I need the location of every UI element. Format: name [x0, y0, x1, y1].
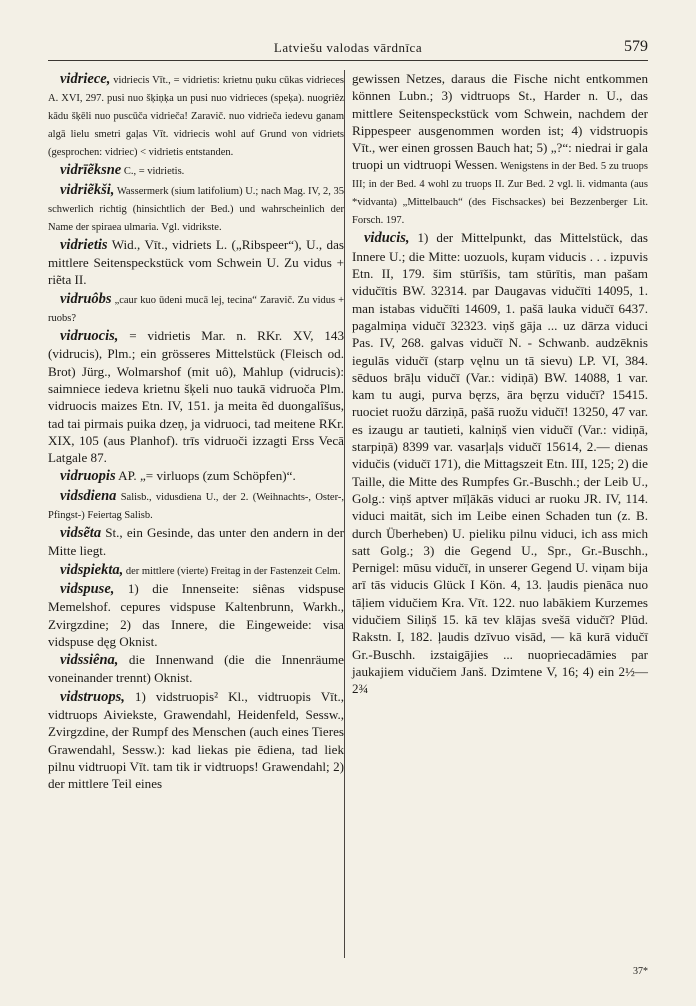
entry-definition: die Innenwand (die die Innenräume voneinander trennt) Oknist. [48, 652, 344, 686]
page-header [48, 38, 648, 61]
right-column [352, 70, 648, 699]
dictionary-entry [48, 561, 344, 579]
entry-definition: St., ein Gesinde, das unter den andern in der Mitte liegt. [48, 525, 344, 559]
entry-headword: vidruôbs [60, 290, 112, 307]
page-number: 579 [624, 38, 648, 55]
dictionary-entry [48, 580, 344, 650]
entry-continuation: gewissen Netzes, daraus die Fische nicht entkommen können Lubn.; 3) vidtruops St., Harder n. U., das mittlere Seitenspeckstück vom Schwein, nachdem der Rippespeer ausgenommen worden ist; 4) vidstruopis Vīt., wer einen grossen Bauch hat; 5) „?“: niedrai ir gala truopi un vidtruopi Wessen. [352, 71, 648, 173]
entry-note: Wenigstens in der Bed. 5 zu truops III; in der Bed. 4 wohl zu truops II. Zur Bed. 2 vgl. li. vidmanta (aus *vidvanta) „Mittelbauch“ (des Fischsackes) bei Bezzenberger Lit. Forsch. 197. [352, 161, 648, 227]
entry-note: Salisb., vidusdiena U., der 2. (Weihnachts-, Oster-, Pfingst-) Feiertag Salisb. [48, 491, 344, 522]
entry-headword: vidruocis, [60, 328, 119, 345]
dictionary-entry [48, 688, 344, 793]
dictionary-entry [48, 290, 344, 326]
dictionary-entry [48, 327, 344, 466]
entry-headword: vidsdiena [60, 487, 117, 504]
dictionary-entry [48, 70, 344, 160]
dictionary-entry [48, 181, 344, 235]
entry-headword: vidspiekta, [60, 561, 124, 578]
entry-note: vidriecis Vīt., = vidrietis: krietnu ņuku cūkas vidrieces A. XVI, 297. pusi nuo šķiņķa un pusi nuo vidrieces (speķa). nuogriêz kādu šķēli nuo puscūča vidrieča! Zaravič. nuo vidrieča iedevu ganam algā lielu smetri gaļas Vīt. vidriecis wohl auf Grund von vidriets (gesprochen: vidriec) < vidrietis entstanden. [48, 75, 344, 159]
entry-definition: Wid., Vīt., vidriets L. („Ribspeer“), U., das mittlere Seitenspeckstück vom Schwein U. Zu vidus + riẽta II. [48, 236, 344, 288]
entry-definition: 1) die Innenseite: siênas vidspuse Memelshof. cepures vidspuse Kaltenbrunn, Warkh., Zvirgzdine; 2) das Innere, die Eingeweide: visa vidspuse dęg Oknist. [48, 580, 344, 649]
entry-definition: 1) der Mittelpunkt, das Mittelstück, das Innere U.; die Mitte: uozuols, kuŗam viducis . . . izpuvis Etn. II, 179. šim stūrīšis, tam stūrītis, man pašam vidučītis BW. 32314. par Daugavas vidučīti 14095, 1. man istabas vidučīti 14609, 1. pašā lauka vidučī 6437. pagalmiņa vidučī 32323. viņš gāja ... uz dārza viduci Pas. IV, 268. galvas vidučī N. - Schwanb. audzēknis iegulās vidučī (starp vęlnu un tā sievu) LP. VI, 384. sēduos brāļu vidučī (Var.: vidiņā) BW. 14088, 1 var. kam tu augi, purva bęrzs, āra bęrzu vidučī? 15415. ruociet ruožu dārziņā, pašā ruožu vidučī! 13250, 47 var. es izaugu ar tautieti, kalniņš vien vidučī (Var.: vidiņā, starpiņā) 8399 var. vasarļaļs vidučī 15614, 2.— dienas vidučis (vidučī 171), die Mittagszeit Etn. III, 125; 2) die Taille, die Mitte des Rumpfes Gr.-Buschh.; der Leib U., Golg.: viņš aptver mīļākās viduci ar ruoku JR. IV, 114. viduci maitāt, sich im Leibe einen Schaden tun (z. B. durch Überheben) U. pieliku pilnu viduci, ich ass mich satt Golg.; 3) die Gegend U., Spr., Gr.-Buschh., Pernigel: mūsu vidučī, in unserer Gegend U. viņam bija arī tās viducis Glück I Kön. 4, 13. ļaudis pienāca nuo tāļiem vidučiem Kra. Vīt. 122. nuo labākiem Kurzemes vidučiem Siliņš 15. kā tev klājas svešā vidučī? Plūd. Rakstn. I, 182. ļaudis dzīvuo visād, — kā kurā vidučī Gr.-Buschh. izstaigājies ... nuopriecadāmies par jaukajiem vidučiem Janš. Dzimtene V, 16; 4) ein 2½—2¾ [352, 230, 648, 697]
entry-note: C., = vidrietis. [121, 166, 185, 178]
dictionary-entry [48, 524, 344, 560]
entry-headword: vidsẽta [60, 525, 102, 542]
entry-headword: viducis, [364, 230, 410, 247]
dictionary-entry [352, 229, 648, 697]
entry-note: „caur kuo ūdeni mucā lej, tecina“ Zaravič. Zu vidus + ruobs? [48, 294, 344, 325]
dictionary-entry [352, 70, 648, 228]
dictionary-entry [48, 487, 344, 523]
entry-headword: vidriẽkši, [60, 181, 115, 198]
entry-headword: vidrīẽksne [60, 162, 122, 179]
entry-definition: AP. „= virluops (zum Schöpfen)“. [115, 468, 296, 484]
entry-headword: vidstruops, [60, 688, 125, 705]
entry-headword: vidrietis [60, 236, 108, 253]
entry-definition: = vidrietis Mar. n. RKr. XV, 143 (vidrucis), Plm.; ein grösseres Mittelstück (Fleisch od. Brot) Jürg., Wolmarshof (mit uô), Mahlup (vidrucis): saimniece iedeva krietnu šķeli nuo taukā vidruoča Plm. vidruocis maizes Etn. IV, 151. ja meita ẽd duongalîšus, tad tai pirmais puika dzeņ, ja vidruoci, tad meitene RKr. XIX, 105 (aus Planhof). trīs vidruoči izzagti Erss Vecā Latgale 87. [48, 328, 344, 466]
running-title: Latviešu valodas vārdnīca [273, 40, 423, 55]
dictionary-entry [48, 467, 344, 485]
entry-headword: vidriece, [60, 71, 111, 87]
column-divider [344, 70, 345, 958]
dictionary-entry [48, 161, 344, 179]
entry-note: der mittlere (vierte) Freitag in der Fastenzeit Celm. [123, 565, 341, 577]
left-column [48, 70, 344, 794]
dictionary-entry [48, 651, 344, 687]
entry-headword: vidspuse, [60, 580, 115, 597]
entry-headword: vidruopis [60, 468, 116, 485]
entry-definition: 1) vidstruopis² Kl., vidtruopis Vīt., vidtruops Aiviekste, Grawendahl, Heidenfeld, Sessw., Zvirgzdine, der Rumpf des Menschen (auch eines Tieres Grawendahl, Sessw.): kad liekas pie ēdiena, tad liek pilnu vidtruopi Vīt. tam tik ir vidtruops! Grawendahl; 2) der mittlere Teil eines [48, 688, 344, 792]
dictionary-entry [48, 236, 344, 289]
entry-headword: vidssiêna, [60, 652, 119, 669]
sheet-signature: 37* [633, 966, 648, 977]
entry-note: Wassermerk (sium latifolium) U.; nach Mag. IV, 2, 35 schwerlich richtig (hinsichtlich der Bed.) und wahrscheinlich der Name der spiraea ulmaria. Vgl. vidrikste. [48, 185, 344, 233]
